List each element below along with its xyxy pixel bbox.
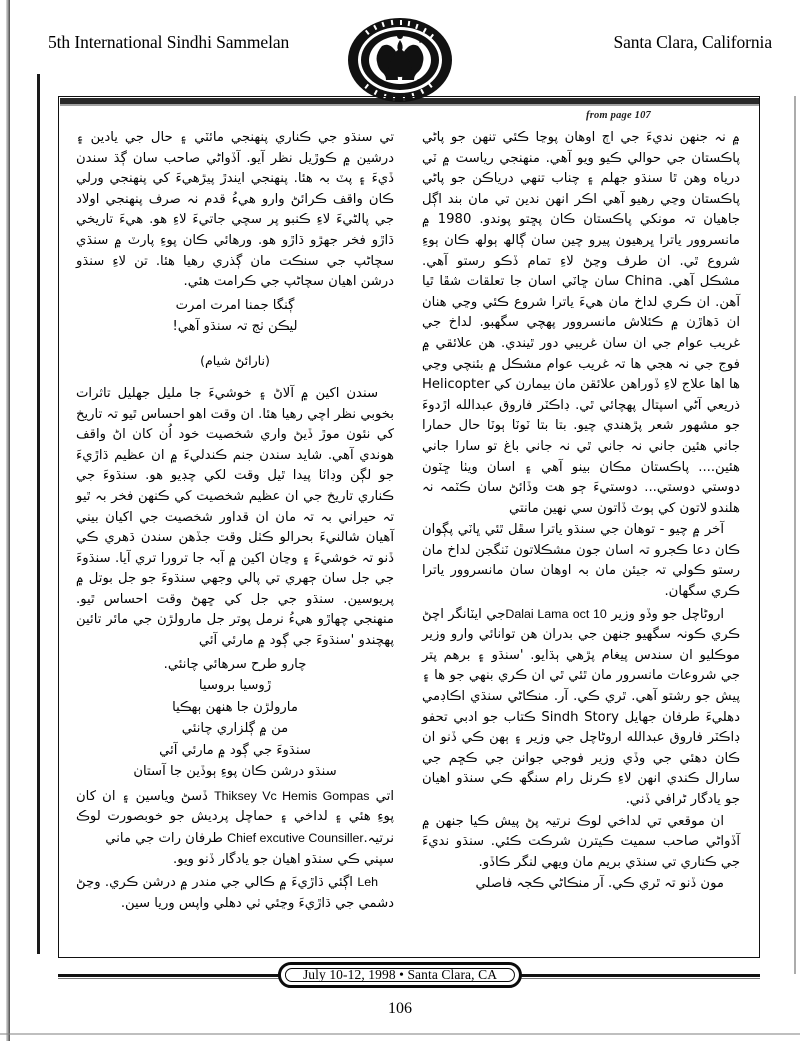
paragraph-segment: طرفان رات جي ماني [105, 830, 228, 846]
verse-line: ڳنگا جمنا امرت امرت [175, 297, 295, 313]
page-number: 106 [388, 1000, 412, 1017]
paragraph-segment: جي ايٽانگر اچڻ ڪري ڪونہ سگهيو جنهن جي بدران هن توانائي وارو وزير موڪليو ان سندس پيغام پڙهي ٻڌايو. 'سنڌو ۽ برهم پتر جي شروعات مانسرور مان ٿئي ٿي ان ڪري بنهي جو ها ۽ پيش جو رشتو آهي. ٿري ڪي. آر. منڪاڻي سنڌي اڪاڊمي دهليءَ طرفان جهايل Sindh Story ڪتاب جو ادبي تحفو ڊاڪٽر فاروق عبدالله اروڻاچل جي وزير ۽ ٻهن ڪي ڏنو ان ڪان دهئي جي وڏي وزير فوجي جوانن جي ڪڇم جي سارال ڪندي انهن لاءِ ڪرنل رام سنگھ ڪي سنڌو اهيان جو يادگار ڻرافي ڏني. [422, 606, 740, 807]
column-left [76, 128, 394, 915]
continuation-note: from page 107 [586, 110, 652, 121]
column-right [422, 128, 740, 896]
verse-line: من ۾ ڳلزاري چانئي [181, 721, 289, 737]
paragraph: سپني ڪي سنڌو اهيان جو يادگار ڏنو ويو. [173, 852, 394, 868]
page-footer [0, 962, 800, 1002]
paragraph-with-latin-terms [76, 786, 394, 850]
sammelan-emblem-icon [346, 16, 454, 104]
latin-term-monastery: Thiksey Vc Hemis Gompas [214, 788, 370, 803]
verse-line: ڙوسيا بروسيا [198, 678, 272, 694]
scan-edge-artifact-bottom [0, 1033, 800, 1035]
latin-term-dalai-lama: Dalai Lama [505, 606, 569, 621]
verse-block-2 [76, 654, 394, 783]
verse-line: چارو طرح سرهائي چانئي. [163, 656, 307, 672]
verse-block [76, 295, 394, 372]
paragraph-segment: اڳئي ڌاڙيءَ ۾ ڪالي جي مندر ۾ درشن ڪري. وڃڻ دشمي جي ڌاڙيءَ وڃئي ٺي دهلي واپس وريا سين. [76, 875, 394, 911]
paragraph: آخر ۾ چيو - توهان جي سنڌو ياترا سڦل ٿئي ڀاٽي پڳوان ڪان دعا ڪجرو تہ اسان جون مشڪلاتون ٽنگجن لداخ مان رستو ڪولي تہ جيئن مان بہ اوهان سان مانسروور ياترا ڪري سگهان. [422, 522, 740, 600]
scan-edge-artifact-left [6, 0, 10, 1041]
scan-binding-shadow [37, 74, 40, 954]
paragraph: مون ڏنو تہ ٿري ڪي. آر منڪاڻي ڪجہ فاصلي [475, 876, 724, 892]
article-body [58, 128, 760, 958]
latin-term-title: Chief excutive Counsiller [227, 830, 364, 845]
footer-date-banner [278, 962, 522, 988]
scan-edge-artifact-right [794, 96, 796, 974]
paragraph: سندن اکين ۾ آلاڻ ۽ خوشيءَ جا مليل جهليل تاثرات بخوبي نظر اچي رهيا هئا. ان وقت اهو احساس ٿيو تہ تاريخ کي نئون موڙ ڏيڻ واري شخصيت خود اُن کان اڻ واقف هوندي آهي. شايد سندن جنم ڪندليءَ ۾ ان عظيم ڌاڙيءَ جو لڳن وڊاٽا پيدا ٿيل وقت لکي چڊيو هو. سنڌوءَ جي ڪناري تاريخ جي ان عظيم شخصيت کي ڪنهن فخر بہ ٿيو تہ حيراني بہ تہ مان ان قداور شخصيت جي اکيان بيني آهيان شالنيءَ بحرالو ڪٺل وقت جڏهن سندن ڌهري ڪي ڏنو تہ خوشيءَ ۽ وڃان اکين ۾ آبہ جا ترورا تري آيا. سنڌوءَ جي جل سان ڄهري تي پالي وجهي سنڌوءَ جو جل بوتل ۾ پريوسين. سنڌو جي جل کي ڇهڻ وقت احساس ٿيو. منهنجي چهاڙو هيءُ نرمل پوتر جل مارولڙن جي مائر تائين پهچندو 'سنڌوءَ جي ڳود ۾ مارئي آئي [76, 385, 394, 649]
paragraph-segment: اروڻاچل جو وڏو وزير [606, 606, 724, 622]
paragraph: ۾ نہ جنهن نديءَ جي اڄ اوهان پوڃا ڪئي تنهن جو پاڻي پاڪستان جي حوالي ڪيو ويو آهي. منهنجي رياست ۾ ٽي درياه وهن ٿا سنڌو جهلم ۽ چناب تنهي درياڪن جو پاڻي پاڪستان وڃي رهيو آهي اڪر انهن ندين تي مان بند اڳل جاهيان تہ مونکي پاڪستان ڪان پڇتو پوندو. 1980 ۾ مانسروور ياترا ڀرهيون پيرو چين سان ڳالھ ٻولھ ڪان ٻوءِ شروع ٿي. ان طرف وڃڻ لاءِ تمام ڏڪو رستو آهي. مشڪل آهي. China سان ڇاٽي اسان جا تعلقات شڦا ٿيا آهن. ان ڪري لداخ مان هيءَ ياترا شروع ڪئي وڃي هنان ان ڌهاڙن ۾ ڪئلاش مانسروور پهچي سگهبو. لداخ جي غريب عوام جي ان سان غريبي دور ٿيندي. هن علائقي ۾ فوج جي نہ هجي ها تہ غريب عوام مشڪل ۾ بئنچي وڃي ها اها علاج لاءِ ڏوراهن علائقن مان بيمارن کي Helicopter ذريعي آڻي اسپتال پهچائي ٿي. ڊاڪٽر فاروق عبدالله اڙدوءَ جو مشهور شعر پڙهندي چيو. بتا بتا ٽوٽا ٻوٽا حال حمارا جاني هئين جاني نہ جاني ٿي نہ جاني باغ تو سارا جاني هئين.... پاڪستان مڪان بينو آهي ۽ اسان ويٺا ڇٽون دوستي دوستي... دوستيءَ ڄو هت وڏائڻ سان ڪٽمہ نہ هلندو لاتون کي ٻوٽ ڏاتون سي نهين مانتي [422, 130, 741, 516]
verse-line: سنڌوءَ جي ڳود ۾ مارئي آئي [159, 742, 311, 758]
verse-line: مارولڙن جا هنهن ٻهڪيا [172, 699, 298, 715]
footer-date-text: July 10-12, 1998 • Santa Clara, CA [302, 967, 498, 982]
latin-term-place: Leh [357, 875, 378, 890]
paragraph-with-latin-place [76, 872, 394, 914]
verse-line: سنڌو درشن ڪان پوءِ ٻوڏين جا آستان [133, 764, 337, 780]
running-head-title: 5th International Sindhi Sammelan [48, 32, 290, 52]
running-head-location: Santa Clara, California [613, 32, 772, 52]
paragraph-segment: ڏسڻ وياسين ۽ ان کان پوءِ هئي ۽ لداخي ۽ حماچل پرديش جو خوبصورت لوڪ نرتيہ. [76, 788, 394, 846]
latin-term-date: oct 10 [572, 606, 607, 621]
paragraph-segment: اتي [369, 788, 394, 804]
paragraph: ان موقعي تي لداخي لوڪ نرتيہ پڻ پيش ڪيا جنهن ۾ آڏواڻي صاحب سميت ڪيترن شرڪت ڪئي. سنڌو نديءَ جي ڪناري تي سنڌي بريم مان ويهي لنگر ڪاڏو. [422, 813, 740, 870]
paragraph: تي سنڌو جي ڪناري پنهنجي مائٽي ۽ حال جي يادين ۽ درشين ۾ ڪوڙيل نظر آيو. آڏواڻي صاحب سان ڳڌ سندن ڏيءَ ۽ پٽ بہ هئا. پنهنجي ايندڙ پيڙهيءَ کي پنهنجي ورلي ڪان واقف ڪرائڻ وارو هيءُ قدم نہ صرف پنهنجي اولاد جي پالڻيءَ لاءِ ڪنبو پر سچي جاتيءَ لاءِ هو. هيءَ تاريخي ڌاڙو فخر جهڙو ڌاڙو هو. ورهائي ڪان پوءِ پارٽ ۾ سنڌي سچاڻپ جي سنڪت مان ڳذري رهيا هئا. تن لاءِ سنڌو درشن اهيان سچاڻپ جي ڪرامت هئي. [76, 130, 394, 290]
paragraph-with-latin-names [422, 604, 740, 811]
verse-line: ليڪن ٺج تہ سنڌو آهي! [172, 319, 298, 335]
verse-attribution: (نارائڻ شيام) [200, 353, 270, 369]
